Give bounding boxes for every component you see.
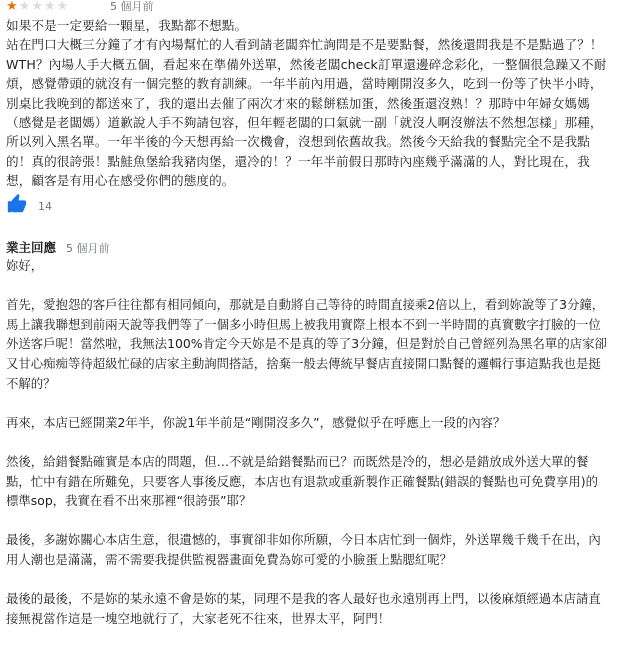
review-body: 如果不是一定要給一顆星，我點都不想點。 站在門口大概三分鐘了才有內場幫忙的人看到請老闆弈忙詢問是不是要點餐，然後還問我是不是點過了？！WTH？內場人手大概五個，看起來在準備外送單，然後老闆check訂單還邊碎念彩化，一整個很急躁又不耐煩，感覺帶頭的就沒有一個完整的教育訓練。一年半前內用過，當時剛開沒多久，吃到一份等了快半小時，別桌比我晚到的都送來了，我的還出去催了兩次才來的鬆餅糕加蛋，然後蛋還沒熟！？那時中年婦女媽媽（感覺是老闆媽）道歉說人手不夠請包容，但年輕老闆的口氣就一副「就沒人啊沒辦法不然想怎樣」那種，所以列入黑名單。一年半後的今天想再給一次機會，沒想到依舊故我。然後今天給我的餐點完全不是我點的！真的很誇張！點鮭魚堡給我豬肉堡，還冷的！？一年半前假日那時內座幾乎滿滿的人，對比現在，我想，顧客是有用心在感受你們的態度的。 [6,18,607,189]
review-time: 5 個月前 [110,0,154,13]
owner-paragraph: 最後，多謝妳關心本店生意，很遺憾的，事實卻非如你所願，今日本店忙到一個炸，外送單幾千幾千在出，內用人潮也是滿滿，需不需要我提供監視器畫面免費為妳可愛的小臉蛋上點腮紅呢？ [6,532,601,567]
owner-paragraph: 再來，本店已經開業2年半，你說1年半前是“剛開沒多久”，感覺似乎在呼應上一段的內容？ [6,414,506,430]
owner-paragraph: 最後的最後，不是妳的某永遠不會是妳的某，同理不是我的客人最好也永遠別再上門，以後麻煩經過本店請直接無視當作這是一塊空地就行了，大家老死不往來，世界太平，阿門！ [6,591,601,626]
star-rating [6,0,69,14]
owner-response-time: 5 個月前 [66,242,110,255]
owner-response-header [6,238,110,256]
star-icon: ★ [31,0,43,14]
review-text [6,16,610,191]
thumbs-up-icon [6,193,28,219]
owner-greeting: 妳好， [6,258,44,273]
owner-paragraph: 首先，愛抱怨的客戶往往都有相同傾向，那就是自動將自己等待的時間直接乘2倍以上，看到妳說等了3分鐘，馬上讓我聯想到前兩天說等我們等了一個多小時但馬上被我用實際上根本不到一半時間的真實數字打臉的一位外送客戶呢！當然啦，我無法100%肯定今天妳是不是真的等了3分鐘，但是對於自己曾經列為黑名單的店家卻又甘心痴痴等待超級忙碌的店家主動詢問搭話，捨棄一般去傳統早餐店直接開口點餐的邏輯行事這點我也是挺不解的？ [6,297,607,391]
like-count: 14 [38,199,52,213]
owner-paragraph: 然後，給錯餐點確實是本店的問題，但…不就是給錯餐點而已？而既然是冷的，想必是錯放成外送大單的餐點，忙中有錯在所難免，只要客人事後反應，本店也有退款或重新製作正確餐點(錯誤的餐點也可免費享用)的標準sop，我實在看不出來那裡“很誇張”耶？ [6,453,599,509]
star-icon: ★ [6,0,18,14]
owner-response-text [6,256,610,648]
star-icon: ★ [43,0,56,14]
owner-response-label: 業主回應 [6,240,57,255]
star-icon: ★ [56,0,69,14]
star-icon: ★ [18,0,31,14]
like-button[interactable] [6,193,52,219]
